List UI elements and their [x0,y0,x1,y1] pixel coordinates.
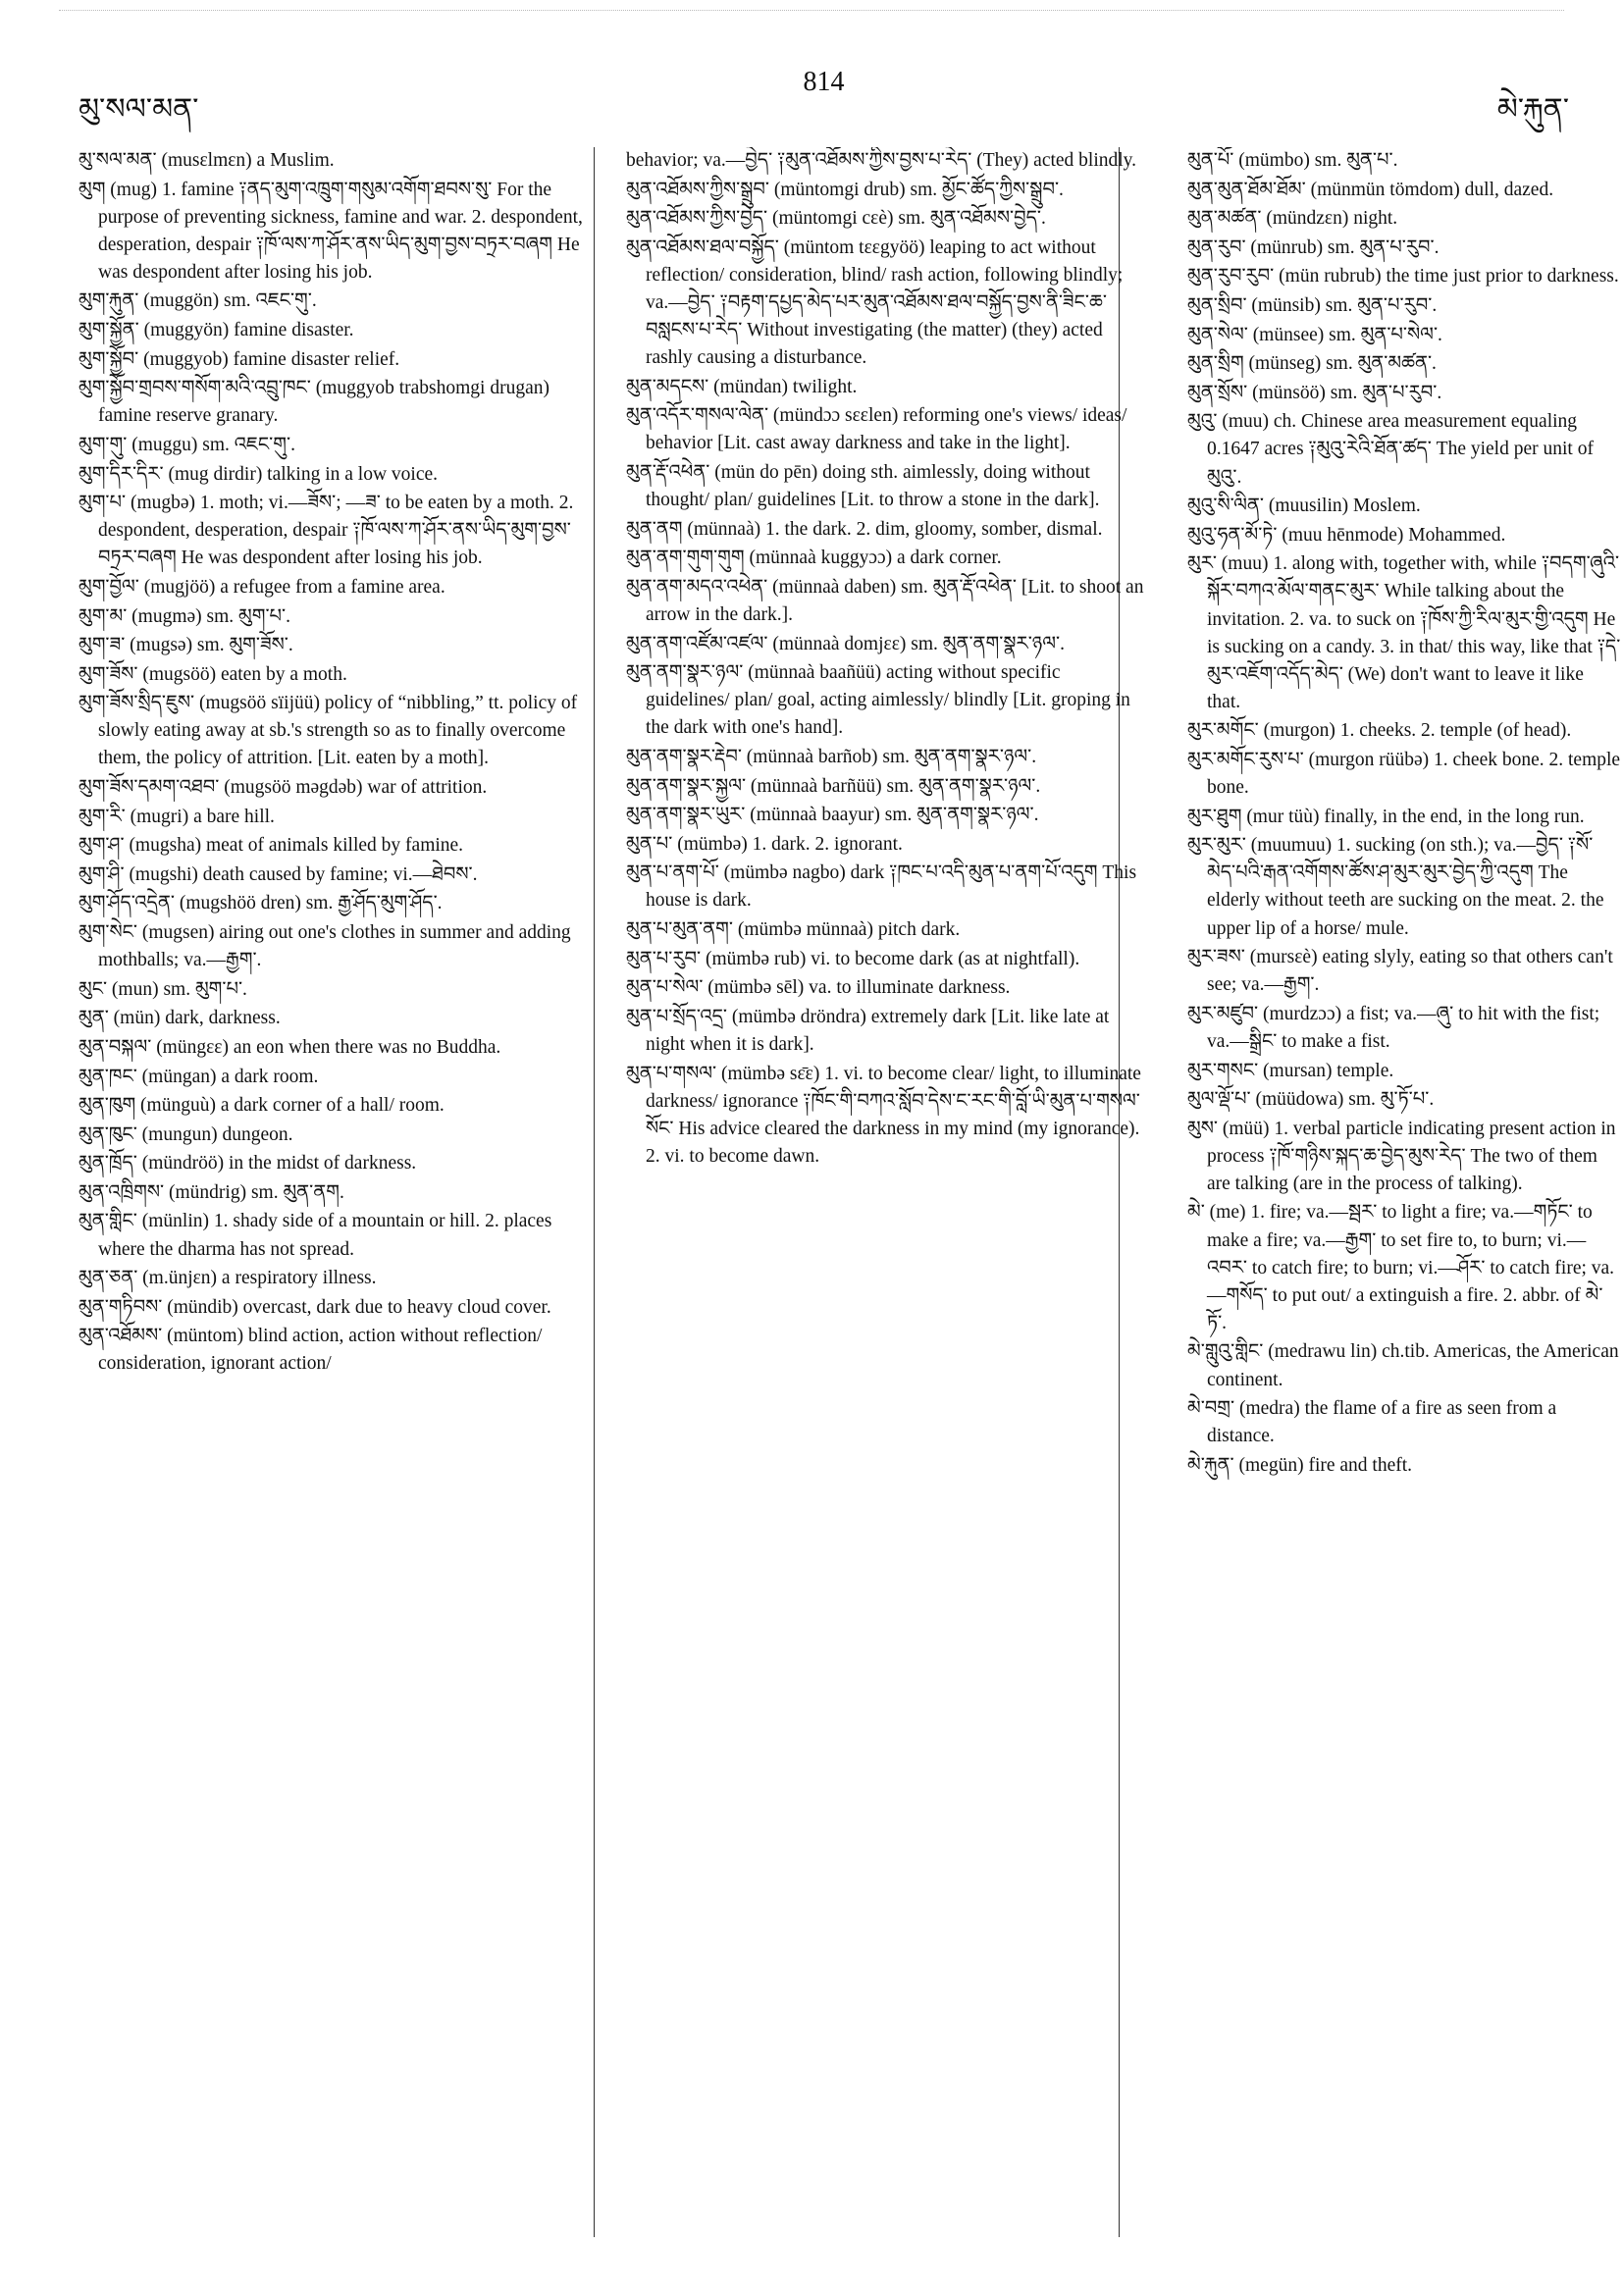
dictionary-entry: མུན་པ་ (mümbə) 1. dark. 2. ignorant. [626,833,903,855]
dictionary-entry: མུག་ཟོས་སྲིད་ཇུས་ (mugsöö sïijüü) policy of “nibbling,” tt. policy of slowly eating away at sb.'s strength so as to finally overcome them, the policy of attrition. [Lit. eaten by a moth]. [79,693,578,769]
page-header [79,67,1569,126]
dictionary-columns [79,147,1621,2267]
dictionary-entry: མུག་སེང་ (mugsen) airing out one's clothes in summer and adding mothballs; va.—རྒྱག་. [79,922,571,971]
dictionary-entry: མུས་ (müü) 1. verbal particle indicating present action in process ༑ཁོ་གཉིས་སྐད་ཆ་བྱེད་མུས་རེད་ The two of them are talking (are in the process of talking). [1187,1118,1616,1194]
dictionary-entry: མུན་སྲོས་ (münsöö) sm. མུན་པ་རུབ་. [1187,382,1442,403]
dictionary-entry: མུ་སལ་མན་ (musɛlmɛn) a Muslim. [79,150,335,171]
dictionary-entry: མུག་ཟོས་དམག་འཐབ་ (mugsöö məgdəb) war of attrition. [79,777,488,799]
dictionary-entry: མུན་འཐོམས་ཀྱིས་སྒྲུབ་ (müntomgi drub) sm. མྱོང་ཚོད་ཀྱིས་སྒྲུབ་. [626,179,1064,200]
column-3 [1187,147,1621,2257]
dictionary-entry: མུན་པ་གསལ་ (mümbə sɛ̄ɛ) 1. vi. to become clear/ light, to illuminate darkness/ ignorance ༑ཁོང་གི་བཀའ་སློབ་དེས་ང་རང་གི་བློ་ཡི་མུན་པ་གསལ་སོང་ His advice cleared the darkness in my mind (my ignorance). 2. vi. to become dawn. [626,1063,1141,1167]
right-running-headword: མེ་རྐུན་ [1496,93,1569,126]
dictionary-entry: མེ་བགྲ་ (medra) the flame of a fire as seen from a distance. [1187,1398,1557,1447]
dictionary-entry: མུན་ནག་སྣར་རྡེབ་ (münnaà barñob) sm. མུན་ནག་སྣར་ཉལ་. [626,746,1037,767]
dictionary-entry: མེ་གླུའུ་གླིང་ (medrawu lin) ch.tib. Americas, the American continent. [1187,1341,1619,1390]
page-number: 814 [803,67,845,97]
dictionary-entry: མུན་ནག་མདའ་འཕེན་ (münnaà daben) sm. མུན་རྡོ་འཕེན་ [Lit. to shoot an arrow in the dark.]. [626,576,1144,625]
dictionary-entry: མུན་ཁུག (münguù) a dark corner of a hall/ room. [79,1095,445,1117]
dictionary-entry: མུའུ་ (muu) ch. Chinese area measurement equaling 0.1647 acres ༑མུའུ་རེའི་ཐོན་ཚད་ The yield per unit of མུའུ་. [1187,411,1594,488]
column-2 [626,147,1146,2257]
column-1 [79,147,584,2257]
dictionary-entry: མུན་པ་མུན་ནག་ (mümbə münnaà) pitch dark. [626,919,961,941]
dictionary-entry: མུན་སེལ་ (münsee) sm. མུན་པ་སེལ་. [1187,324,1442,345]
dictionary-entry: མུག་དིར་དིར་ (mug dirdir) talking in a low voice. [79,463,439,485]
dictionary-entry: མུང་ (mun) sm. མུག་པ་. [79,978,247,1000]
dictionary-entry: མུག་ཤ་ (mugsha) meat of animals killed by famine. [79,835,464,857]
dictionary-entry: མུན་པ་སྲོད་འདྲ་ (mümbə dröndra) extremely dark [Lit. like late at night when it is dark]. [626,1006,1110,1055]
dictionary-entry: མུག་བྱོལ་ (mugjöö) a refugee from a famine area. [79,576,445,598]
dictionary-entry: མུག་གུ་ (muggu) sm. འཇང་གུ་. [79,434,295,455]
dictionary-entry: མུན་འཐོམས་ཐལ་བསྐྱོད་ (müntom tɛɛgyöö) leaping to act without reflection/ consideration, blind/ rash action, following blindly; va.—བྱེད་ ༑བརྟག་དཔྱད་མེད་པར་མུན་འཐོམས་ཐལ་བསྐྱོད་བྱས་ནི་ཟིང་ཆ་བསླངས་པ་རེད་ Without investigating (the matter) (they) acted rashly causing a disturbance. [626,236,1124,369]
dictionary-entry: མུག་མ་ (mugmə) sm. མུག་པ་. [79,605,291,627]
dictionary-entry: མུན་སྲིག (münseg) sm. མུན་མཚན་. [1187,353,1437,375]
dictionary-entry: མུར་མཛུབ་ (murdzɔɔ) a fist; va.—ཞུ་ to hit with the fist; va.—སྒྲིང་ to make a fist. [1187,1003,1600,1052]
dictionary-entry: མུན་རུབ་རུབ་ (mün rubrub) the time just prior to darkness. [1187,266,1619,287]
dictionary-entry: མུར་གསང་ (mursan) temple. [1187,1060,1394,1081]
dictionary-entry: མུན་ཁུང་ (mungun) dungeon. [79,1123,293,1145]
dictionary-entry: མུན་མཚན་ (mündzɛn) night. [1187,208,1398,230]
dictionary-entry: མུན་མུན་ཐོམ་ཐོམ་ (münmün tömdom) dull, dazed. [1187,179,1554,200]
dictionary-entry: མུན་སྲིབ་ (münsib) sm. མུན་པ་རུབ་. [1187,294,1438,316]
dictionary-entry: མུག་ཟ་ (mugsə) sm. མུག་ཟོས་. [79,635,293,656]
dictionary-entry: མུན་འཁྲིགས་ (mündrig) sm. མུན་ནག. [79,1181,344,1203]
dictionary-entry: མུན་ཅན་ (m.ünjɛn) a respiratory illness. [79,1268,377,1289]
dictionary-entry: མུག་པ་ (mugbə) 1. moth; vi.—ཟོས་; —ཟ་ to be eaten by a moth. 2. despondent, desperation, despair ༑ཁོ་ལས་ཀ་ཤོར་ནས་ཡིད་མུག་བྱས་བཏྲར་བཞག He was despondent after losing his job. [79,493,574,569]
dictionary-entry: མུག་སྐྱོབ་གྲབས་གསོག་མའི་འབྲུ་ཁང་ (muggyob trabshomgi drugan) famine reserve granary. [79,378,550,427]
dictionary-entry: མུན་ནག་སྣར་ཉལ་ (münnaà baañüü) acting without specific guidelines/ plan/ goal, acting aimlessly/ blindly [Lit. groping in the dark with one's hand]. [626,662,1130,739]
dictionary-entry: མུར་མགོང་ (murgon) 1. cheeks. 2. temple (of head). [1187,720,1572,742]
left-running-headword: མུ་སལ་མན་ [79,93,199,126]
dictionary-entry: མུན་འཐོམས་ (müntom) blind action, action without reflection/ consideration, ignorant action/ [79,1326,543,1375]
dictionary-entry: མུན་འདོར་གསལ་ལེན་ (mündɔɔ sɛɛlen) reforming one's views/ ideas/ behavior [Lit. cast away darkness and take in the light]. [626,405,1127,454]
dictionary-entry: མུན་འཐོམས་ཀྱིས་བྱེད་ (müntomgi cɛè) sm. མུན་འཐོམས་བྱེད་. [626,208,1046,230]
dictionary-entry: མུག (mug) 1. famine ༑ནད་མུག་འཁྲུག་གསུམ་འགོག་ཐབས་སུ་ For the purpose of preventing sickness, famine and war. 2. despondent, desperation, despair ༑ཁོ་ལས་ཀ་ཤོར་ནས་ཡིད་མུག་བྱས་བཏྲར་བཞག He was despondent after losing his job. [79,179,583,283]
dictionary-entry: མུག་སྐྱོན་ (muggyön) famine disaster. [79,320,354,341]
dictionary-entry: མུར་ཐུག (mur tüù) finally, in the end, in the long run. [1187,806,1585,827]
dictionary-entry: མུན་བསྐལ་ (müngɛɛ) an eon when there was no Buddha. [79,1036,501,1058]
dictionary-entry: མེ་རྐུན་ (megün) fire and theft. [1187,1454,1413,1476]
dictionary-entry: མུན་པོ་ (mümbo) sm. མུན་པ་. [1187,150,1398,171]
dictionary-entry: མུན་ནག་འཛོམ་འཛལ་ (münnaà domjɛɛ) sm. མུན་ནག་སྣར་ཉལ་. [626,633,1065,654]
dictionary-entry: མུག་ཤོད་འདྲེན་ (mugshöö dren) sm. རྒྱ་ཤོད་མུག་ཤོད་. [79,893,443,914]
top-scan-line [59,10,1564,11]
dictionary-entry: མུན་ནག (münnaà) 1. the dark. 2. dim, gloomy, somber, dismal. [626,518,1103,540]
dictionary-entry: མུག་རྐུན་ (muggön) sm. འཇང་གུ་. [79,290,317,312]
dictionary-entry: མུན་པ་སེལ་ (mümbə sēl) va. to illuminate darkness. [626,977,1011,999]
dictionary-entry: མུན་པ་རུབ་ (mümbə rub) vi. to become dark (as at nightfall). [626,948,1080,969]
dictionary-entry: མུར་མགོང་རུས་པ་ (murgon rüübə) 1. cheek bone. 2. temple bone. [1187,749,1621,799]
dictionary-entry: མུན་གླིང་ (münlin) 1. shady side of a mountain or hill. 2. places where the dharma has not spread. [79,1211,552,1260]
dictionary-entry: མུན་པ་ནག་པོ་ (mümbə nagbo) dark ༑ཁང་པ་འདི་མུན་པ་ནག་པོ་འདུག This house is dark. [626,862,1137,912]
dictionary-entry: མུག་ཟོས་ (mugsöö) eaten by a moth. [79,663,347,685]
dictionary-entry: མུན་ནག་སྣར་ཡུར་ (münnaà baayur) sm. མུན་ནག་སྣར་ཉལ་. [626,805,1039,826]
dictionary-entry: མུལ་ལྡོ་པ་ (müüdowa) sm. མུ་ཏོ་པ་. [1187,1089,1435,1111]
dictionary-entry: མུན་ཁང་ (müngan) a dark room. [79,1066,319,1087]
dictionary-entry: མུར་ (muu) 1. along with, together with, while ༑བདག་ཞུའི་སྐོར་བཀའ་མོལ་གནང་མུར་ While talking about the invitation. 2. va. to suck on ༑ཁོས་ཀྱི་རིལ་མུར་གྱི་འདུག He is sucking on a candy. 3. in that/ this way, like that ༑དེ་མུར་འཇོག་འདོད་མེད་ (We) don't want to leave it like that. [1187,553,1621,712]
dictionary-entry: མུན་ནག་གུག་གུག (münnaà kuggyɔɔ) a dark corner. [626,548,1002,569]
dictionary-entry: behavior; va.—བྱེད་ ༑མུན་འཐོམས་ཀྱིས་བྱས་པ་རེད་ (They) acted blindly. [626,150,1137,171]
dictionary-entry: མུག་སྐྱོབ་ (muggyob) famine disaster relief. [79,348,400,370]
dictionary-entry: མུན་ནག་སྣར་སྐྱལ་ (münnaà barñüü) sm. མུན་ནག་སྣར་ཉལ་. [626,775,1041,797]
dictionary-entry: མུན་རུབ་ (münrub) sm. མུན་པ་རུབ་. [1187,236,1440,258]
dictionary-entry: མུའུ་སི་ལིན་ (muusilin) Moslem. [1187,496,1421,517]
dictionary-entry: མེ་ (me) 1. fire; va.—སྦར་ to light a fire; va.—གཏོང་ to make a fire; va.—རྒྱག་ to set fire to, to burn; vi.—འབར་ to catch fire; to burn; vi.—ཤོར་ to catch fire; va.—གསོད་ to put out/ a extinguish a fire. 2. abbr. of མེ་ཏོ་. [1187,1202,1615,1333]
dictionary-entry: མུན་ (mün) dark, darkness. [79,1008,281,1029]
dictionary-entry: མུན་རྡོ་འཕེན་ (mün do pēn) doing sth. aimlessly, doing without thought/ plan/ guidelines [Lit. to throw a stone in the dark]. [626,462,1100,511]
dictionary-entry: མུན་ཁྲོད་ (mündröö) in the midst of darkness. [79,1153,417,1174]
dictionary-entry: མུག་ཤི་ (mugshi) death caused by famine; vi.—ཐེབས་. [79,863,478,885]
dictionary-entry: མུན་གཏིབས་ (mündib) overcast, dark due to heavy cloud cover. [79,1296,551,1318]
dictionary-entry: མུའུ་ཧན་མོ་ཏེ་ (muu hēnmode) Mohammed. [1187,524,1506,546]
dictionary-entry: མུག་རི་ (mugri) a bare hill. [79,806,275,827]
dictionary-entry: མུར་ཟས་ (mursɛè) eating slyly, eating so that others can't see; va.—རྒྱག་. [1187,947,1613,996]
dictionary-entry: མུར་མུར་ (muumuu) 1. sucking (on sth.); va.—བྱེད་ ༑སོ་མེད་པའི་རྒན་འགོགས་ཚོས་ཤ་མུར་མུར་བྱེད་ཀྱི་འདུག The elderly without teeth are sucking on the meat. 2. the upper lip of a horse/ mule. [1187,835,1604,939]
dictionary-entry: མུན་མདངས་ (mündan) twilight. [626,376,858,397]
